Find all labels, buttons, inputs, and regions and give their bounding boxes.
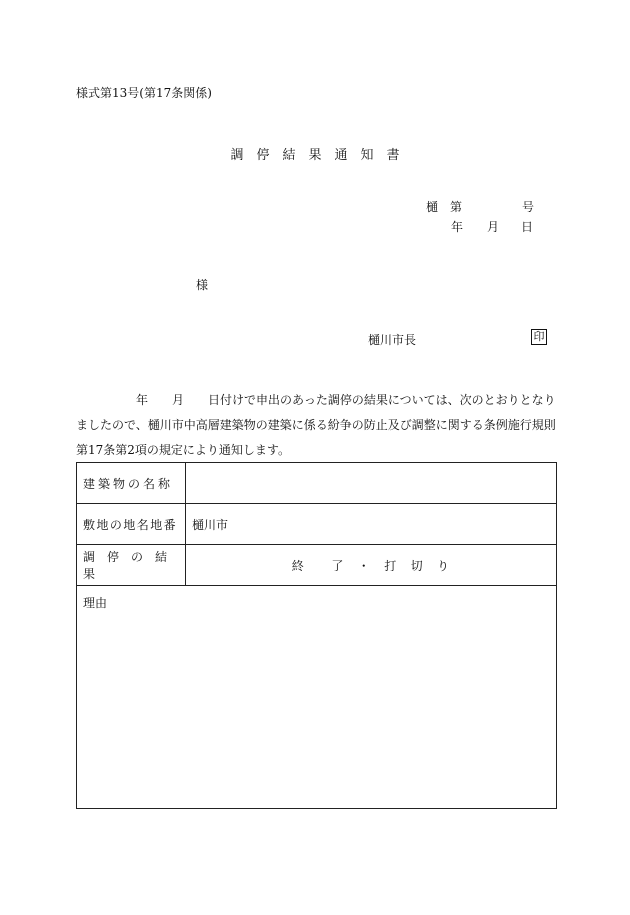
mediation-result-value: 終 了 ・ 打 切 り bbox=[186, 545, 557, 586]
body-month: 月 bbox=[172, 393, 185, 407]
result-table bbox=[76, 462, 557, 809]
body-line-2: ましたので、樋川市中高層建築物の建築に係る紛争の防止及び調整に関する条例施行規則 bbox=[76, 418, 556, 432]
seal-stamp: 印 bbox=[531, 329, 547, 345]
reason-label: 理由 bbox=[83, 596, 108, 610]
body-line-1 bbox=[76, 388, 556, 413]
building-name-label: 建築物の名称 bbox=[77, 463, 186, 504]
document-number-prefix: 樋 bbox=[426, 200, 439, 214]
site-address-value: 樋川市 bbox=[186, 504, 557, 545]
table-row bbox=[77, 463, 557, 504]
body-line-3: 第17条第2項の規定により通知します。 bbox=[76, 443, 290, 457]
notice-body bbox=[76, 388, 556, 463]
issuer-name: 樋川市長 bbox=[368, 333, 417, 347]
issue-date-month: 月 bbox=[487, 220, 500, 234]
document-number-dai: 第 bbox=[450, 200, 463, 214]
table-row bbox=[77, 545, 557, 586]
issue-date-year: 年 bbox=[451, 220, 464, 234]
document-number-go: 号 bbox=[522, 200, 535, 214]
building-name-value bbox=[186, 463, 557, 504]
mediation-result-label: 調 停 の 結 果 bbox=[77, 545, 186, 586]
reason-cell bbox=[77, 586, 557, 809]
form-number: 様式第13号(第17条関係) bbox=[76, 86, 212, 100]
body-year: 年 bbox=[136, 393, 149, 407]
recipient-suffix: 様 bbox=[196, 278, 209, 292]
site-address-label: 敷地の地名地番 bbox=[77, 504, 186, 545]
document-title: 調 停 結 果 通 知 書 bbox=[230, 148, 400, 163]
issue-date-day: 日 bbox=[521, 220, 534, 234]
table-row bbox=[77, 586, 557, 809]
body-line-1-rest: 日付けで申出のあった調停の結果については、次のとおりとなり bbox=[208, 393, 556, 407]
table-row bbox=[77, 504, 557, 545]
